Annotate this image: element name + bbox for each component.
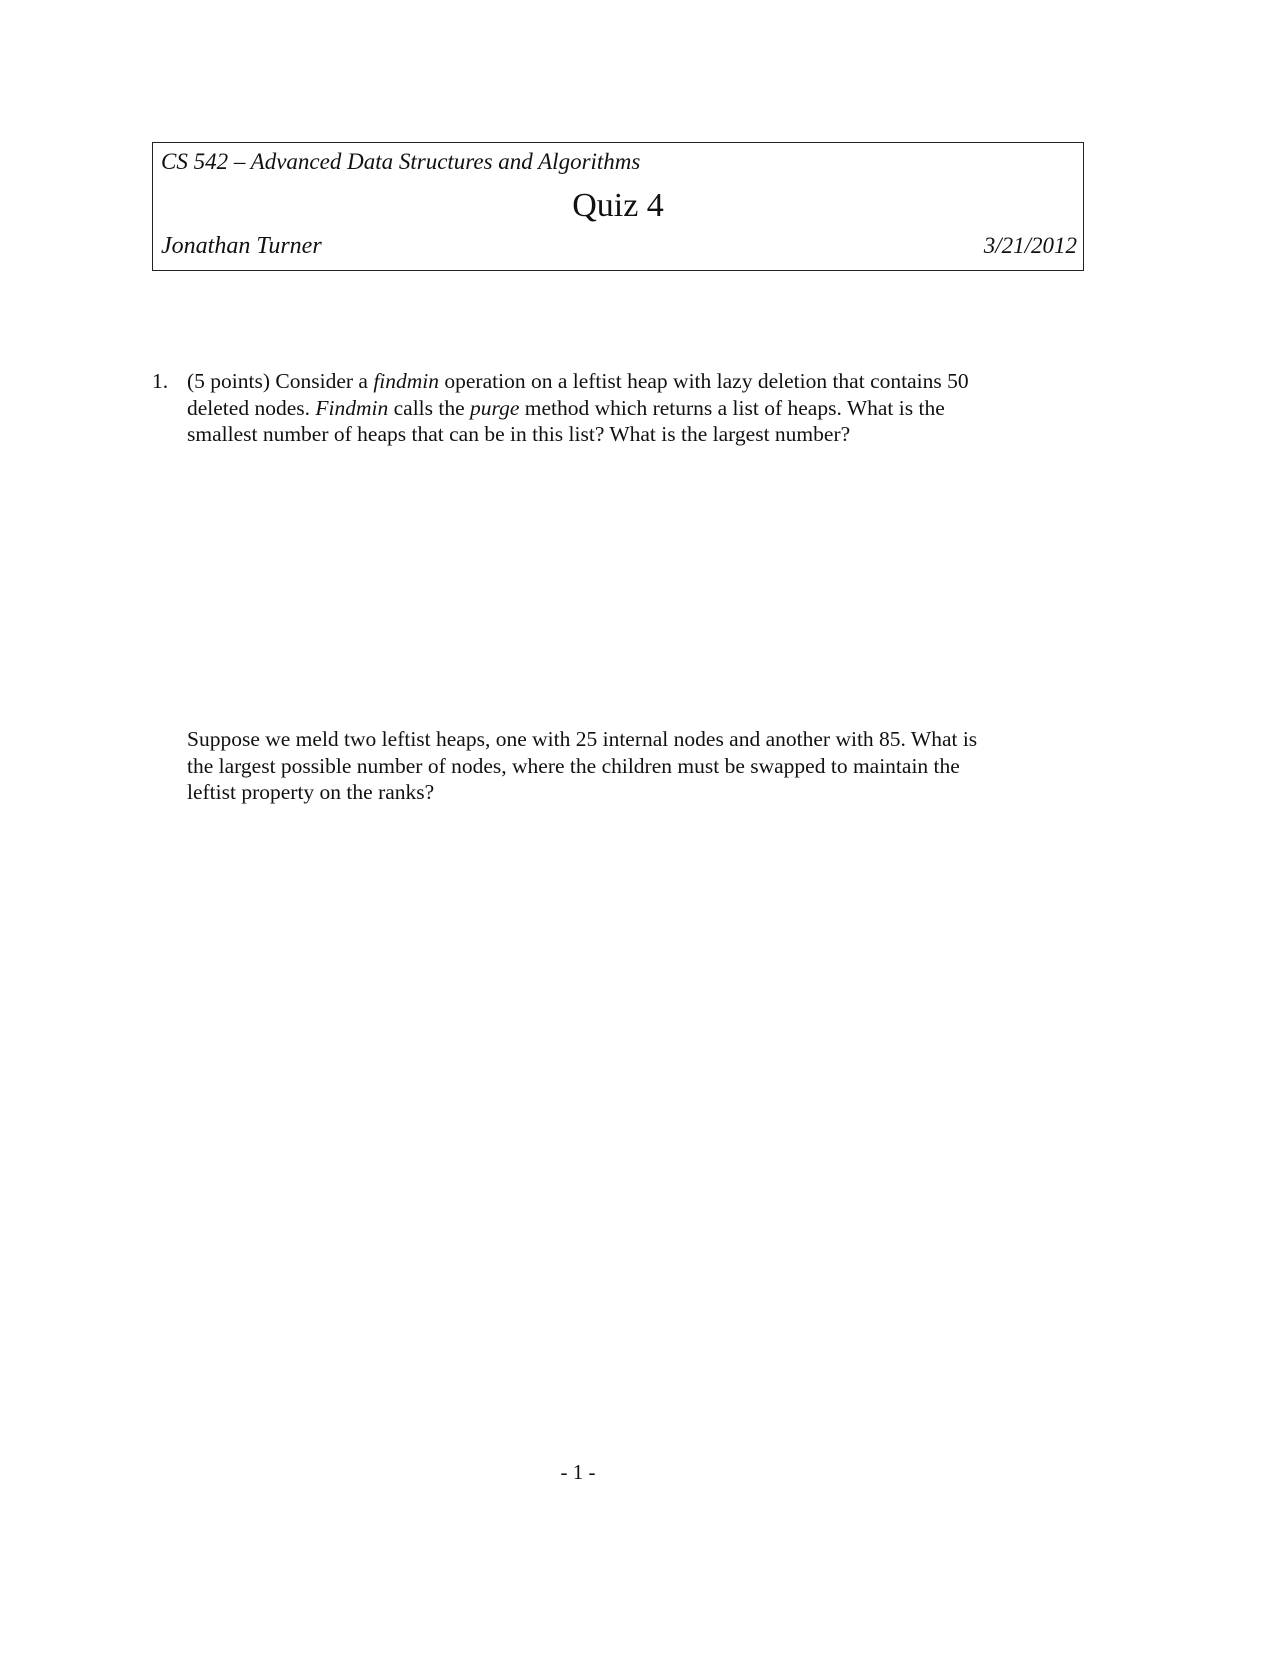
question-text <box>187 368 969 448</box>
text: calls the <box>388 395 471 420</box>
question-number: 1. <box>152 369 169 393</box>
emphasis: purge <box>470 395 520 420</box>
question-line <box>187 368 969 395</box>
text: operation on a leftist heap with lazy deletion that contains 50 <box>439 369 969 393</box>
header-box <box>152 142 1084 271</box>
question-line: Suppose we meld two leftist heaps, one with 25 internal nodes and another with 85. What is <box>187 727 978 751</box>
page-number: - 1 - <box>560 1460 596 1484</box>
text: deleted nodes. <box>187 395 316 420</box>
question-line: the largest possible number of nodes, where the children must be swapped to maintain the <box>187 753 960 778</box>
course-title: CS 542 – Advanced Data Structures and Algorithms <box>161 149 641 174</box>
text: (5 points) Consider a <box>187 369 374 393</box>
question-line <box>187 395 969 422</box>
emphasis: findmin <box>373 369 440 393</box>
question-line: smallest number of heaps that can be in this list? What is the largest number? <box>187 422 851 446</box>
text: method which returns a list of heaps. What is the <box>519 395 945 420</box>
emphasis: Findmin <box>315 395 389 420</box>
page-title: Quiz 4 <box>572 187 664 224</box>
author: Jonathan Turner <box>161 233 322 259</box>
question-1-part-2 <box>187 726 977 806</box>
question-line: leftist property on the ranks? <box>187 780 435 804</box>
date: 3/21/2012 <box>983 233 1077 258</box>
